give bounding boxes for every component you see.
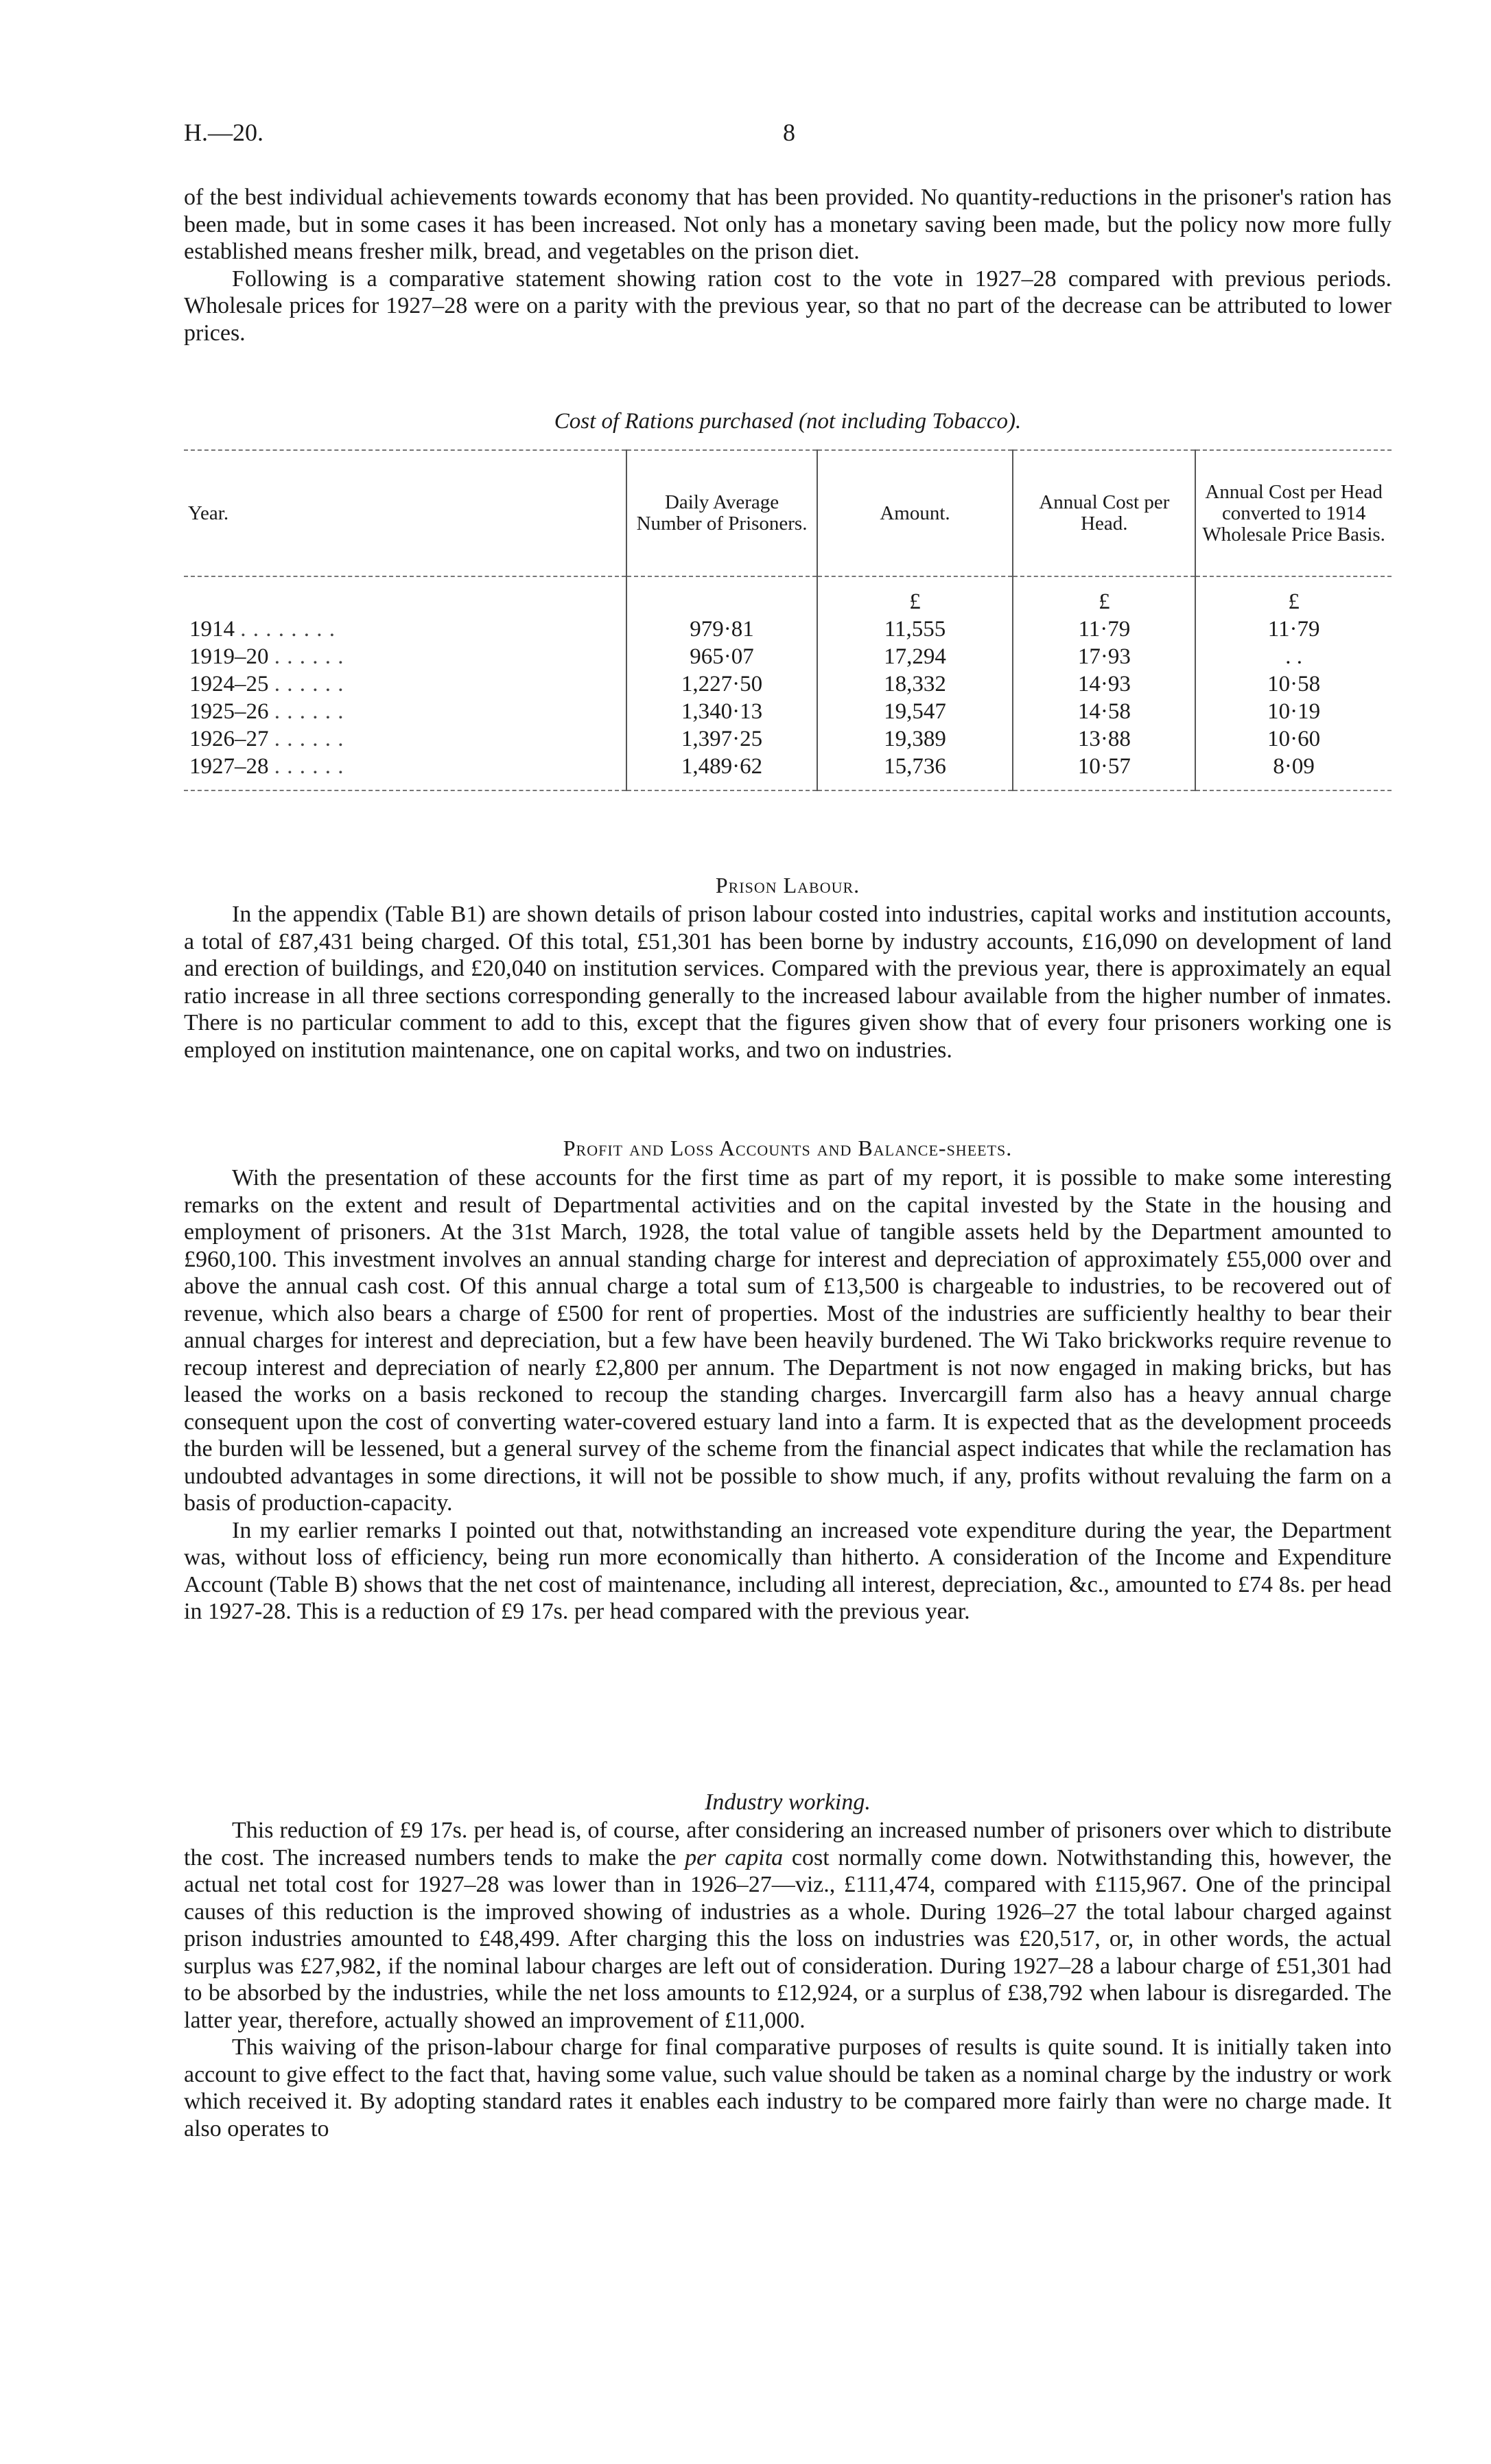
header-year: Year. — [184, 450, 626, 576]
row-year: 1914 — [189, 617, 235, 642]
leader-dots: . . . . . . — [274, 754, 344, 779]
prison-labour-paragraph: In the appendix (Table B1) are shown details of prison labour costed into industries, capital works and institution accounts, a total of £87,431 being charged. Of this total, £51,301 has been borne by industry accounts, £16,090 on development of land and erection of buildings, and £20,040 on institution services. Compared with the previous year, there is approximately an equal ratio increase in all three sections corresponding generally to the increased labour available from the higher number of inmates. There is no particular comment to add to this, except that the figures given show that of every four prisoners working one is employed on institution maintenance, one on capital works, and two on industries. — [184, 902, 1392, 1063]
row-amount: 18,332 — [817, 670, 1013, 698]
unit-converted: £ — [1288, 589, 1300, 614]
row-amount: 19,547 — [817, 698, 1013, 725]
row-converted: . . — [1285, 644, 1303, 669]
document-reference: H.—20. — [184, 119, 263, 146]
intro-text — [184, 184, 1392, 347]
intro-paragraph-1: of the best individual achievements towards economy that has been provided. No quantity-reductions in the prisoner's ration has been made, but in some cases it has been increased. Not only has a monetary saving been made, but the policy now more fully established means fresher milk, bread, and vegetables on the prison diet. — [184, 185, 1392, 264]
intro-paragraph-2: Following is a comparative statement showing ration cost to the vote in 1927–28 compared with previous periods. Wholesale prices for 1927–28 were on a parity with the previous year, so that no part of the decrease can be attributed to lower prices. — [184, 266, 1392, 346]
row-converted: 10·19 — [1267, 699, 1321, 724]
row-daily-average: 965·07 — [626, 643, 817, 670]
row-amount: 11,555 — [817, 615, 1013, 643]
row-year: 1924–25 — [189, 672, 269, 696]
header-daily-average: Daily Average Number of Prisoners. — [626, 450, 817, 576]
section-heading-industry-working: Industry working. — [705, 1790, 871, 1815]
row-annual-cost: 14·58 — [1013, 698, 1195, 725]
unit-amount: £ — [817, 576, 1013, 615]
header-converted-cost: Annual Cost per Head converted to 1914 Wholesale Price Basis. — [1202, 480, 1385, 545]
leader-dots: . . . . . . — [274, 672, 344, 696]
row-year: 1926–27 — [189, 727, 269, 751]
per-capita-term: per capita — [685, 1844, 784, 1870]
profit-loss-text — [184, 1164, 1392, 1626]
table-row — [184, 670, 1392, 698]
table-row — [184, 698, 1392, 725]
row-year: 1927–28 — [189, 754, 269, 779]
row-annual-cost: 17·93 — [1013, 643, 1195, 670]
table-row — [184, 725, 1392, 753]
row-converted: 8·09 — [1273, 754, 1315, 779]
table-header-row — [184, 450, 1392, 576]
industry-working-paragraph-2: This waiving of the prison-labour charge for final comparative purposes of results is quite sound. It is initially taken into account to give effect to the fact that, having some value, such value should be taken as a nominal charge by the industry or work which received it. By adopting standard rates it enables each industry to be compared more fairly than were no charge made. It also operates to — [184, 2034, 1392, 2142]
profit-loss-paragraph-1: With the presentation of these accounts for the first time as part of my report, it is possible to make some interesting remarks on the extent and result of Departmental activities and on the capital invested by the State in the housing and employment of prisoners. At the 31st March, 1928, the total value of tangible assets held by the Department amounted to £960,100. This investment involves an annual standing charge for interest and depreciation of approximately £55,000 over and above the annual cash cost. Of this annual charge a total sum of £13,500 is chargeable to industries, to be recovered out of revenue, which also bears a charge of £500 for rent of properties. Most of the industries are sufficiently healthy to bear their annual charges for interest and depreciation, but a few have been heavily burdened. The Wi Tako brickworks require revenue to recoup interest and depreciation of nearly £2,800 per annum. The Department is not now engaged in making bricks, but has leased the works on a basis reckoned to recoup the standing charges. Invercargill farm also has a heavy annual charge consequent upon the cost of converting water-covered estuary land into a farm. It is expected that as the development proceeds the burden will be lessened, but a general survey of the scheme from the financial aspect indicates that while the reclamation has undoubted advantages in some directions, it will not be possible to show much, if any, profits without revaluing the farm on a basis of production-capacity. — [184, 1165, 1392, 1516]
row-converted: 10·60 — [1267, 727, 1321, 751]
industry-text-part-1: This reduction of £9 17s. per head is, of course, after considering an increased number of prisoners over which to distribute the cost. The increased numbers tends to make the — [184, 1818, 1392, 1870]
row-amount: 17,294 — [817, 643, 1013, 670]
row-year: 1925–26 — [189, 699, 269, 724]
row-amount: 19,389 — [817, 725, 1013, 753]
row-daily-average: 1,227·50 — [626, 670, 817, 698]
table-caption: Cost of Rations purchased (not including Tobacco). — [554, 409, 1022, 434]
prison-labour-text — [184, 901, 1392, 1064]
table-row — [184, 753, 1392, 790]
leader-dots: . . . . . . — [274, 727, 344, 751]
row-daily-average: 979·81 — [626, 615, 817, 643]
units-row — [184, 576, 1392, 615]
unit-annual-cost: £ — [1013, 576, 1195, 615]
row-amount: 15,736 — [817, 753, 1013, 790]
row-annual-cost: 11·79 — [1013, 615, 1195, 643]
header-annual-cost: Annual Cost per Head. — [1013, 450, 1195, 576]
page-header — [184, 118, 1392, 159]
row-converted: 11·79 — [1267, 617, 1320, 642]
row-daily-average: 1,340·13 — [626, 698, 817, 725]
industry-text-part-2: cost normally come down. Notwithstanding this, however, the actual net total cost for 1927–28 was lower than in 1926–27—viz., £111,474, compared with £115,967. One of the principal causes of this reduction is the improved showing of industries as a whole. During 1926–27 the total labour charged against prison industries amounted to £48,499. After charging this the loss on industries was £20,517, or, in other words, the actual surplus was £27,982, if the nominal labour charges are left out of consideration. During 1927–28 a labour charge of £51,301 had to be absorbed by the industries, while the net loss amounts to £12,924, or a surplus of £38,792 when labour is disregarded. The latter year, therefore, actually showed an improvement of £11,000. — [184, 1844, 1392, 2033]
profit-loss-paragraph-2: In my earlier remarks I pointed out that, notwithstanding an increased vote expenditure during the year, the Department was, without loss of efficiency, being run more economically than hitherto. A consideration of the Income and Expenditure Account (Table B) shows that the net cost of maintenance, including all interest, depreciation, &c., amounted to £74 8s. per head in 1927-28. This is a reduction of £9 17s. per head compared with the previous year. — [184, 1517, 1392, 1624]
row-annual-cost: 14·93 — [1013, 670, 1195, 698]
industry-working-paragraph-1 — [184, 1817, 1392, 2034]
page-number: 8 — [783, 119, 795, 146]
leader-dots: . . . . . . . . — [240, 617, 336, 642]
row-annual-cost: 13·88 — [1013, 725, 1195, 753]
table-row — [184, 643, 1392, 670]
industry-working-text — [184, 1817, 1392, 2142]
row-converted: 10·58 — [1267, 672, 1321, 696]
row-year: 1919–20 — [189, 644, 269, 669]
leader-dots: . . . . . . — [274, 644, 344, 669]
row-daily-average: 1,489·62 — [626, 753, 817, 790]
ration-cost-table — [184, 449, 1392, 791]
table-row — [184, 615, 1392, 643]
row-daily-average: 1,397·25 — [626, 725, 817, 753]
section-heading-prison-labour: Prison Labour. — [715, 873, 860, 897]
header-amount: Amount. — [817, 450, 1013, 576]
row-annual-cost: 10·57 — [1013, 753, 1195, 790]
section-heading-profit-loss: Profit and Loss Accounts and Balance-sheets. — [563, 1136, 1013, 1160]
leader-dots: . . . . . . — [274, 699, 344, 724]
